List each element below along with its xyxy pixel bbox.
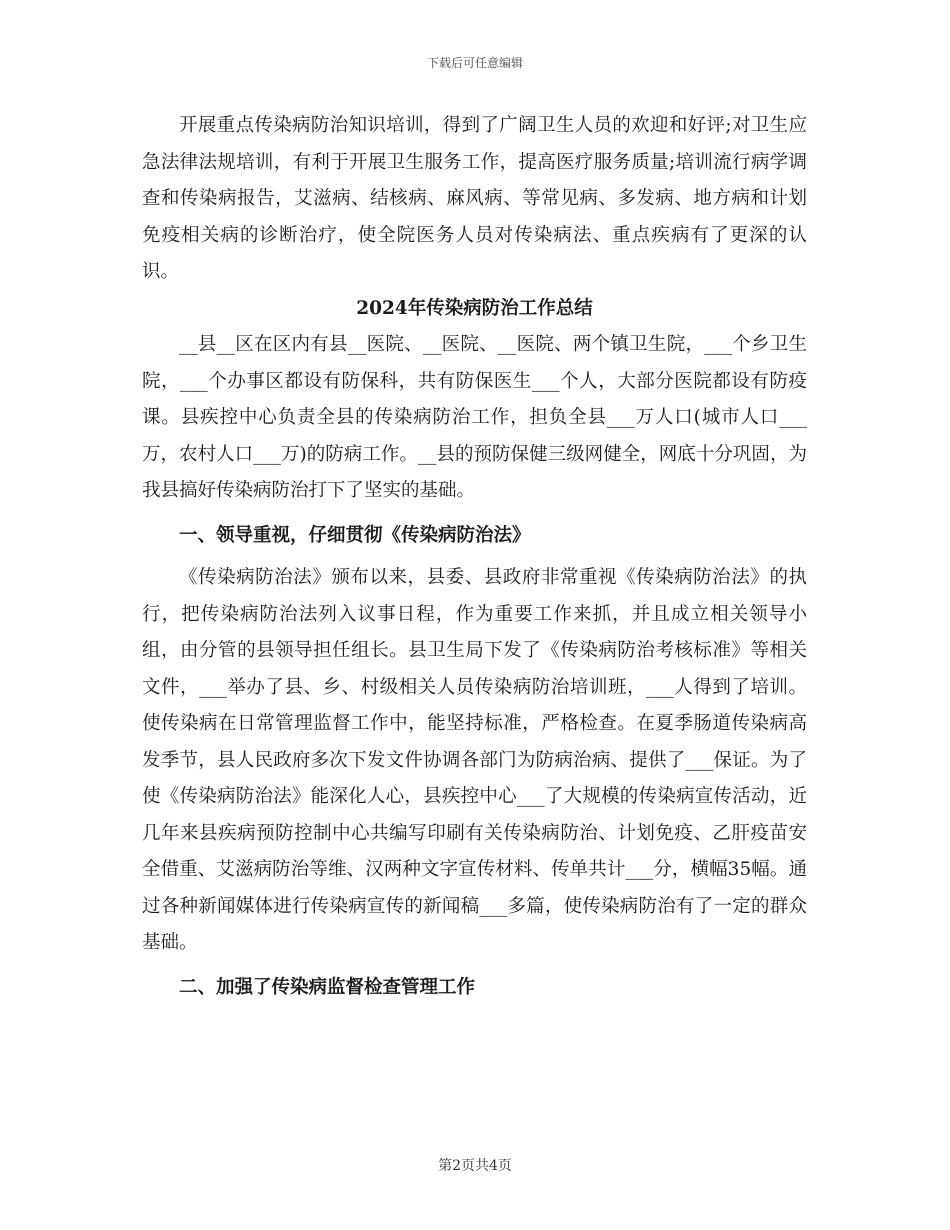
paragraph-2: 《传染病防治法》颁布以来，县委、县政府非常重视《传染病防治法》的执行，把传染病防治法列入议事日程，作为重要工作来抓，并且成立相关领导小组，由分管的县领导担任组长。县卫生局下发了《传染病防治考核标准》等相关文件，___举办了县、乡、村级相关人员传染病防治培训班，___人得到了培训。使传染病在日常管理监督工作中，能坚持标准，严格检查。在夏季肠道传染病高发季节，县人民政府多次下发文件协调各部门为防病治病、提供了___保证。为了使《传染病防治法》能深化人心，县疾控中心___了大规模的传染病宣传活动，近几年来县疾病预防控制中心共编写印刷有关传染病防治、计划免疫、乙肝疫苗安全借重、艾滋病防治等维、汉两种文字宣传材料、传单共计___分，横幅35幅。通过各种新闻媒体进行传染病宣传的新闻稿___多篇，使传染病防治有了一定的群众基础。: [142, 567, 807, 953]
document-body: [142, 108, 807, 1012]
page-header: 下载后可任意编辑: [426, 56, 523, 70]
page-footer: 第2页共4页: [438, 1158, 512, 1174]
section-heading-1: 一、领导重视，仔细贯彻《传染病防治法》: [179, 524, 531, 546]
document-title: 2024年传染病防治工作总结: [356, 297, 593, 319]
paragraph-1: __县__区在区内有县__医院、__医院、__医院、两个镇卫生院，___个乡卫生院，___个办事区都设有防保科，共有防保医生___个人，大部分医院都设有防疫课。县疾控中心负责全县的传染病防治工作，担负全县___万人口(城市人口___万，农村人口___万)的防病工作。__县的预防保健三级网健全，网底十分巩固，为我县搞好传染病防治打下了坚实的基础。: [142, 334, 807, 501]
intro-paragraph: 开展重点传染病防治知识培训，得到了广阔卫生人员的欢迎和好评;对卫生应急法律法规培训，有利于开展卫生服务工作，提高医疗服务质量;培训流行病学调查和传染病报告，艾滋病、结核病、麻风病、等常见病、多发病、地方病和计划免疫相关病的诊断治疗，使全院医务人员对传染病法、重点疾病有了更深的认识。: [142, 115, 807, 282]
section-heading-2: 二、加强了传染病监督检查管理工作: [179, 976, 476, 998]
